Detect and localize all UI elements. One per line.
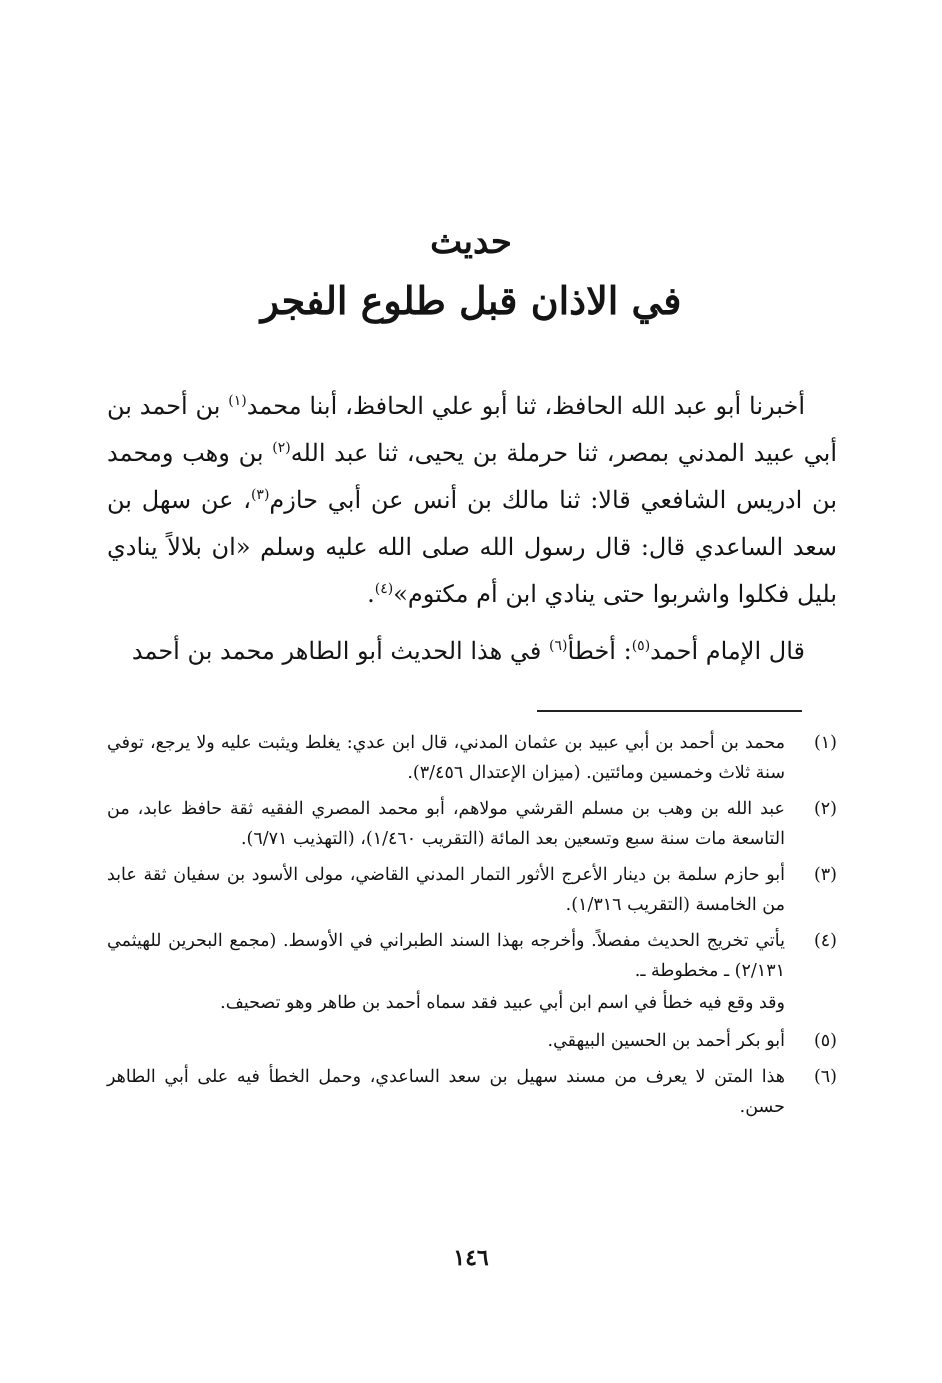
footnote-number: (٤) bbox=[813, 931, 837, 951]
title-line-1: حديث bbox=[430, 222, 512, 262]
title-line-2: في الاذان قبل طلوع الفجر bbox=[260, 278, 682, 323]
footnote-separator bbox=[537, 710, 802, 712]
p1-text-a: أخبرنا أبو عبد الله الحافظ، ثنا أبو علي الحافظ، أبنا محمد bbox=[246, 392, 805, 420]
main-text bbox=[107, 383, 837, 675]
footnote-number: (٦) bbox=[813, 1067, 837, 1087]
footnote-5 bbox=[107, 1026, 837, 1056]
footnote-marker-6: (٦) bbox=[549, 638, 568, 654]
footnote-number: (١) bbox=[813, 733, 837, 753]
footnote-text: محمد بن أحمد بن أبي عبيد بن عثمان المدني، قال ابن عدي: يغلط ويثبت عليه ولا يرجع، توفي سنة ثلاث وخمسين ومائتين. (ميزان الإعتدال ٣/٤٥٦). bbox=[107, 733, 785, 783]
footnote-marker-2: (٢) bbox=[272, 440, 291, 456]
footnote-number: (٥) bbox=[813, 1031, 837, 1051]
p1-text-b: بن أحمد بن أبي عبيد المدني بمصر، ثنا حرملة بن يحيى، ثنا عبد الله bbox=[107, 392, 837, 467]
footnote-marker-4: (٤) bbox=[374, 581, 394, 597]
footnotes bbox=[107, 728, 837, 1128]
footnote-4 bbox=[107, 926, 837, 986]
footnote-text: هذا المتن لا يعرف من مسند سهيل بن سعد الساعدي، وحمل الخطأ فيه على أبي الطاهر حسن. bbox=[107, 1067, 785, 1117]
p1-text-c: بن وهب ومحمد بن ادريس الشافعي قالا: ثنا مالك بن أنس عن أبي حازم bbox=[107, 439, 837, 514]
page-number: ١٤٦ bbox=[453, 1245, 489, 1271]
footnote-text: أبو حازم سلمة بن دينار الأعرج الأثور التمار المدني القاضي، مولى الأسود بن سفيان ثقة عابد من الخامسة (التقريب ١/٣١٦). bbox=[107, 865, 785, 915]
footnote-text: أبو بكر أحمد بن الحسين البيهقي. bbox=[547, 1031, 785, 1051]
footnote-marker-1: (١) bbox=[228, 393, 247, 409]
p1-text-d: ، عن سهل بن سعد الساعدي قال: قال رسول الله صلى الله عليه وسلم «ان بلالاً ينادي بليل فكلوا واشربوا حتى ينادي ابن أم مكتوم» bbox=[107, 486, 837, 608]
footnote-2 bbox=[107, 794, 837, 854]
footnote-text: عبد الله بن وهب بن مسلم القرشي مولاهم، أبو محمد المصري الفقيه ثقة حافظ عابد، من التاسعة مات سنة سبع وتسعين بعد المائة (التقريب ١/٤٦٠)، (التهذيب ٦/٧١). bbox=[107, 799, 785, 849]
footnote-text: يأتي تخريج الحديث مفصلاً. وأخرجه بهذا السند الطبراني في الأوسط. (مجمع البحرين للهيثمي ٢/١٣١) ـ مخطوطة ـ. bbox=[107, 931, 785, 981]
footnote-3 bbox=[107, 860, 837, 920]
p2-text-c: في هذا الحديث أبو الطاهر محمد بن أحمد bbox=[131, 637, 549, 665]
p2-text-b: : أخطأ bbox=[567, 637, 632, 665]
footnote-6 bbox=[107, 1062, 837, 1122]
footnote-marker-5: (٥) bbox=[631, 638, 651, 654]
footnote-1 bbox=[107, 728, 837, 788]
p1-text-e: . bbox=[367, 580, 375, 608]
footnote-number: (٣) bbox=[813, 865, 837, 885]
paragraph-1 bbox=[107, 383, 837, 618]
p2-text-a: قال الإمام أحمد bbox=[650, 637, 805, 665]
footnote-4-continuation: وقد وقع فيه خطأ في اسم ابن أبي عبيد فقد سماه أحمد بن طاهر وهو تصحيف. bbox=[220, 993, 785, 1013]
paragraph-2 bbox=[107, 628, 837, 675]
footnote-marker-3: (٣) bbox=[250, 487, 270, 503]
footnote-number: (٢) bbox=[813, 799, 837, 819]
